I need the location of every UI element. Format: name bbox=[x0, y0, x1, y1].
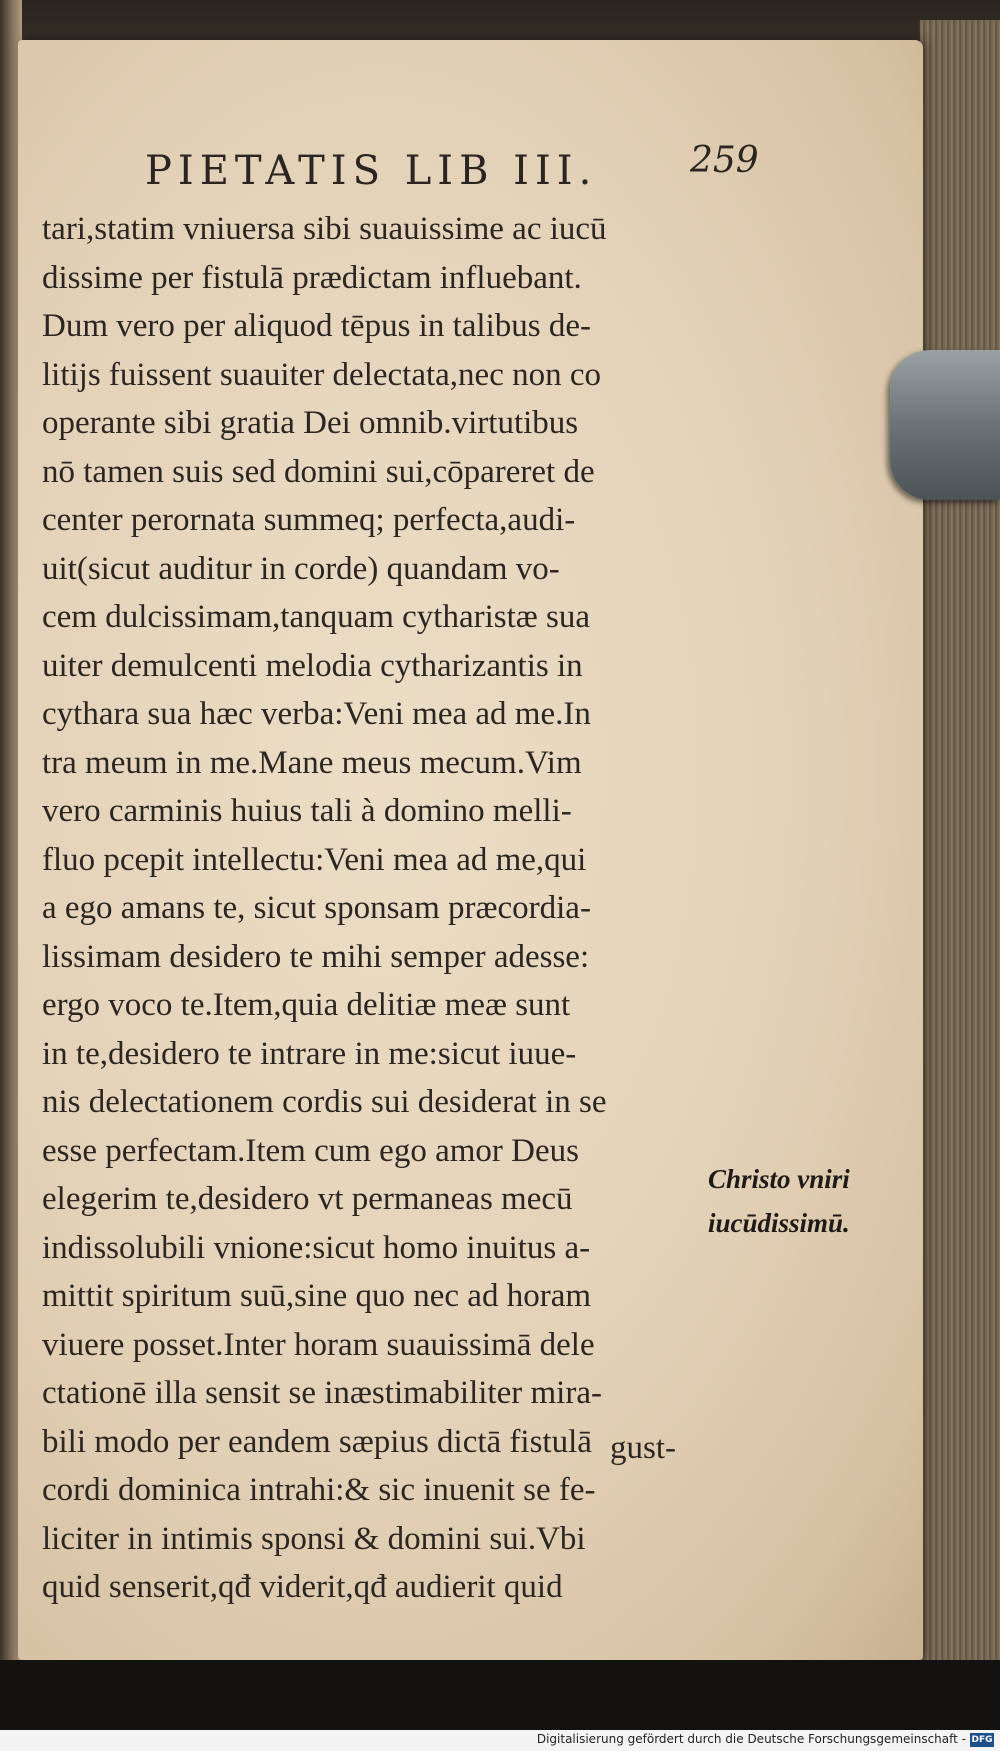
text-line: uit(sicut auditur in corde) quandam vo- bbox=[42, 550, 560, 587]
text-line: dissime per fistulā prædictam influebant. bbox=[42, 259, 582, 296]
dfg-logo: DFG bbox=[971, 1735, 993, 1745]
text-line: fluo pcepit intellectu:Veni mea ad me,qui bbox=[42, 841, 587, 878]
text-line: cem dulcissimam,tanquam cytharistæ sua bbox=[42, 599, 591, 635]
marginal-note-line: iucūdissimū. bbox=[708, 1208, 850, 1238]
text-line: cordi dominica intrahi:& sic inuenit se fe- bbox=[42, 1472, 596, 1508]
text-line: cythara sua hæc verba:Veni mea ad me.In bbox=[42, 696, 591, 732]
page-clip bbox=[890, 350, 1000, 500]
marginal-note-line: Christo vniri bbox=[708, 1164, 850, 1194]
text-line: litijs fuissent suauiter delectata,nec non co bbox=[42, 356, 601, 393]
book-fore-edge bbox=[918, 20, 1000, 1660]
running-head: PIETATIS LIB III. bbox=[145, 148, 598, 194]
text-line: operante sibi gratia Dei omnib.virtutibus bbox=[42, 405, 579, 441]
text-line: a ego amans te, sicut sponsam præcordia- bbox=[42, 890, 591, 926]
text-line: liciter in intimis sponsi & domini sui.Vbi bbox=[42, 1520, 586, 1557]
text-line: vero carminis huius tali à domino melli- bbox=[42, 793, 572, 829]
text-line: esse perfectam.Item cum ego amor Deus bbox=[42, 1132, 579, 1169]
text-line: in te,desidero te intrare in me:sicut iuue- bbox=[42, 1035, 577, 1072]
text-line: bili modo per eandem sæpius dictā fistulā bbox=[42, 1423, 592, 1460]
marginal-note bbox=[708, 1157, 850, 1245]
text-line: tra meum in me.Mane meus mecum.Vim bbox=[42, 744, 582, 781]
page-number: 259 bbox=[690, 140, 759, 181]
text-line: lissimam desidero te mihi semper adesse: bbox=[42, 938, 590, 975]
catchword: gust- bbox=[610, 1430, 676, 1466]
text-line: indissolubili vnione:sicut homo inuitus a- bbox=[42, 1229, 591, 1266]
text-line: nō tamen suis sed domini sui,cōpareret de bbox=[42, 453, 595, 490]
text-line: Dum vero per aliquod tēpus in talibus de- bbox=[42, 308, 591, 344]
text-line: ctationē illa sensit se inæstimabiliter mira- bbox=[42, 1375, 602, 1411]
text-line: uiter demulcenti melodia cytharizantis in bbox=[42, 647, 583, 684]
text-line: quid senserit,qđ viderit,qđ audierit quid bbox=[42, 1569, 563, 1605]
text-line: mittit spiritum suū,sine quo nec ad horam bbox=[42, 1278, 592, 1314]
text-line: viuere posset.Inter horam suauissimā dele bbox=[42, 1326, 595, 1363]
text-line: tari,statim vniuersa sibi suauissime ac iucū bbox=[42, 211, 607, 247]
text-line: center perornata summeq; perfecta,audi- bbox=[42, 502, 576, 538]
text-line: nis delectationem cordis sui desiderat in se bbox=[42, 1084, 607, 1120]
text-line: ergo voco te.Item,quia delitiæ meæ sunt bbox=[42, 987, 571, 1023]
text-line: elegerim te,desidero vt permaneas mecū bbox=[42, 1181, 573, 1217]
footer-credit: Digitalisierung gefördert durch die Deutsche Forschungsgemeinschaft - bbox=[536, 1732, 966, 1746]
body-text bbox=[42, 205, 722, 1612]
scan-bottom-shadow bbox=[0, 1660, 1000, 1730]
